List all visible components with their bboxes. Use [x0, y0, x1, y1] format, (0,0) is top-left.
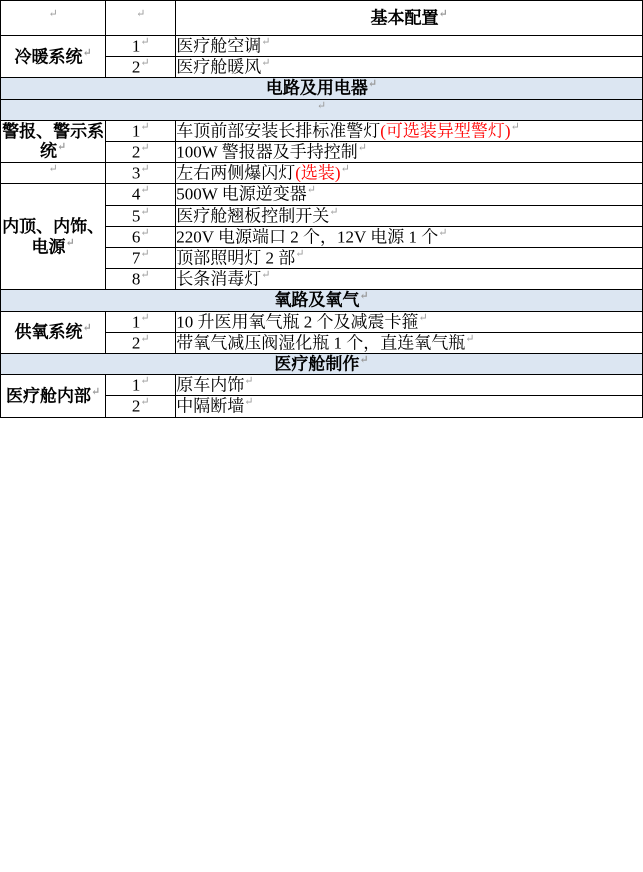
item-number-text: 4 — [131, 185, 141, 205]
item-number-text: 1 — [131, 312, 141, 332]
item-description-text: 100W 警报器及手持控制 — [176, 142, 358, 162]
category-cell: 内顶、内饰、电源↵ — [1, 184, 106, 290]
item-number-text: 2 — [131, 142, 141, 162]
item-description-note: (选装) — [295, 163, 341, 183]
table-row — [1, 1, 643, 36]
item-description-note: (可选装异型警灯) — [380, 121, 511, 141]
table-row — [1, 99, 643, 120]
item-number: 8↵ — [106, 269, 176, 290]
item-description: 500W 电源逆变器↵ — [176, 184, 643, 205]
item-description-text: 中隔断墙 — [176, 397, 245, 417]
category-cell-empty: ↵ — [1, 163, 106, 184]
item-description-text: 左右两侧爆闪灯 — [176, 163, 296, 183]
item-description: 医疗舱翘板控制开关↵ — [176, 205, 643, 226]
item-description-text: 500W 电源逆变器 — [176, 185, 307, 205]
table-body — [1, 1, 643, 418]
item-description: 带氧气减压阀湿化瓶 1 个，直连氧气瓶↵ — [176, 332, 643, 353]
category-cell: 供氧系统↵ — [1, 311, 106, 353]
category-label: 供氧系统 — [14, 322, 83, 342]
section-title-text: 医疗舱制作 — [274, 354, 360, 374]
table-row — [1, 290, 643, 311]
item-description-text: 220V 电源端口 2 个，12V 电源 1 个 — [176, 227, 439, 247]
item-description: 原车内饰↵ — [176, 375, 643, 396]
item-number: 2↵ — [106, 396, 176, 417]
category-cell: 冷暖系统↵ — [1, 36, 106, 78]
item-number: 1↵ — [106, 120, 176, 141]
item-number: 2↵ — [106, 142, 176, 163]
category-label: 冷暖系统 — [14, 47, 83, 67]
item-description: 10 升医用氧气瓶 2 个及减震卡箍↵ — [176, 311, 643, 332]
table-row — [1, 120, 643, 141]
item-number: 2↵ — [106, 57, 176, 78]
header-main-title-text: 基本配置 — [370, 8, 439, 28]
item-number-text: 2 — [131, 397, 141, 417]
item-number: 1↵ — [106, 375, 176, 396]
item-number: 4↵ — [106, 184, 176, 205]
category-label: 警报、警示系统 — [2, 121, 105, 161]
section-title-cabin: 医疗舱制作↵ — [1, 354, 643, 375]
category-label: 内顶、内饰、电源 — [2, 217, 105, 257]
item-number: 5↵ — [106, 205, 176, 226]
item-number: 1↵ — [106, 36, 176, 57]
item-number-text: 8 — [131, 269, 141, 289]
item-description-text: 医疗舱翘板控制开关 — [176, 206, 330, 226]
item-description-text: 长条消毒灯 — [176, 269, 262, 289]
section-blank-row: ↵ — [1, 99, 643, 120]
table-row — [1, 78, 643, 99]
table-row — [1, 375, 643, 396]
specification-table — [0, 0, 643, 418]
item-number-text: 1 — [131, 36, 141, 56]
section-title-text: 氧路及氧气 — [274, 291, 360, 311]
item-description-text: 原车内饰 — [176, 375, 245, 395]
item-number-text: 7 — [131, 248, 141, 268]
item-description: 100W 警报器及手持控制↵ — [176, 142, 643, 163]
item-number-text: 3 — [131, 163, 141, 183]
category-cell: 警报、警示系统↵ — [2, 121, 105, 161]
section-title-text: 电路及用电器 — [265, 79, 368, 99]
item-number: 7↵ — [106, 248, 176, 269]
item-description-text: 顶部照明灯 2 部 — [176, 248, 296, 268]
item-description-text: 10 升医用氧气瓶 2 个及减震卡箍 — [176, 312, 419, 332]
category-cell: 医疗舱内部↵ — [1, 375, 106, 417]
item-description: 顶部照明灯 2 部↵ — [176, 248, 643, 269]
item-number-text: 1 — [131, 375, 141, 395]
section-title-oxygen: 氧路及氧气↵ — [1, 290, 643, 311]
item-description: 220V 电源端口 2 个，12V 电源 1 个↵ — [176, 226, 643, 247]
item-number-text: 6 — [131, 227, 141, 247]
table-row — [1, 163, 643, 184]
item-description: 车顶前部安装长排标准警灯(可选装异型警灯)↵ — [176, 120, 643, 141]
table-row — [1, 311, 643, 332]
header-cell-blank-1: ↵ — [1, 1, 106, 36]
item-number-text: 1 — [131, 121, 141, 141]
item-number-text: 2 — [131, 333, 141, 353]
item-number-text: 2 — [131, 57, 141, 77]
category-label: 医疗舱内部 — [5, 386, 91, 406]
item-description: 左右两侧爆闪灯(选装)↵ — [176, 163, 643, 184]
header-cell-blank-2: ↵ — [106, 1, 176, 36]
item-description: 长条消毒灯↵ — [176, 269, 643, 290]
table-row — [1, 184, 643, 205]
item-description: 医疗舱空调↵ — [176, 36, 643, 57]
item-number: 1↵ — [106, 311, 176, 332]
item-description-text: 车顶前部安装长排标准警灯 — [176, 121, 381, 141]
item-description-text: 带氧气减压阀湿化瓶 1 个，直连氧气瓶 — [176, 333, 466, 353]
item-number: 3↵ — [106, 163, 176, 184]
item-number: 6↵ — [106, 226, 176, 247]
item-number-text: 5 — [131, 206, 141, 226]
section-title-electrical: 电路及用电器↵ — [1, 78, 643, 99]
header-main-title: 基本配置↵ — [176, 1, 643, 36]
table-row — [1, 36, 643, 57]
item-description: 中隔断墙↵ — [176, 396, 643, 417]
table-row — [1, 354, 643, 375]
item-description: 医疗舱暖风↵ — [176, 57, 643, 78]
item-description-text: 医疗舱暖风 — [176, 57, 262, 77]
item-description-text: 医疗舱空调 — [176, 36, 262, 56]
item-number: 2↵ — [106, 332, 176, 353]
